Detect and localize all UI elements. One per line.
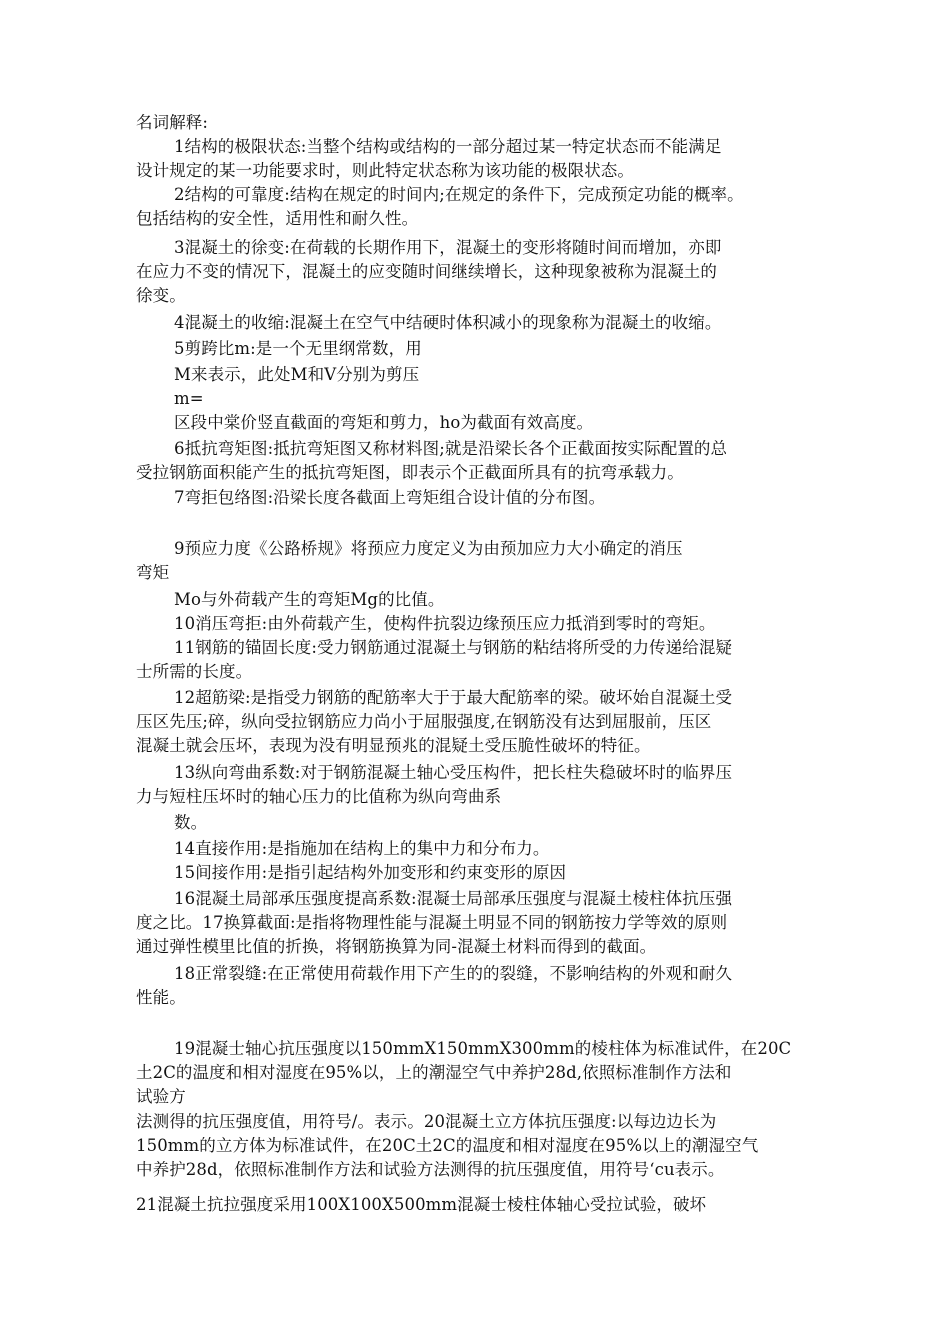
- text-line: 弯矩: [136, 563, 170, 582]
- text-line: 2结构的可靠度:结构在规定的时间内;在规定的条件下，完成预定功能的概率。: [174, 185, 744, 204]
- text-line: 5剪跨比m:是一个无里纲常数，用: [174, 339, 422, 358]
- text-line: 法测得的抗压强度值，用符号/。表示。20混凝土立方体抗压强度:以每边边长为: [136, 1112, 717, 1131]
- text-line: 18正常裂缝:在正常使用荷载作用下产生的的裂缝，不影响结构的外观和耐久: [174, 964, 733, 983]
- text-line: 10消压弯拒:由外荷载产生，使构件抗裂边缘预压应力抵消到零时的弯矩。: [174, 614, 716, 633]
- text-line: 数。: [174, 813, 208, 832]
- text-line: 14直接作用:是指施加在结构上的集中力和分布力。: [174, 839, 550, 858]
- text-line: 6抵抗弯矩图:抵抗弯矩图又称材料图;就是沿梁长各个正截面按实际配置的总: [174, 439, 728, 458]
- text-line: 9预应力度《公路桥规》将预应力度定义为由预加应力大小确定的消压: [174, 539, 683, 558]
- text-line: 12超筋梁:是指受力钢筋的配筋率大于于最大配筋率的梁。破坏始自混凝土受: [174, 688, 733, 707]
- text-line: 混凝土就会压坏，表现为没有明显预兆的混疑土受压脆性破坏的特征。: [136, 736, 651, 755]
- text-line: 士所需的长度。: [136, 662, 253, 681]
- document-heading: 名词解释:: [136, 113, 209, 132]
- text-line: 度之比。17换算截面:是指将物理性能与混凝土明显不同的钢筋按力学等效的原则: [136, 913, 728, 932]
- text-line: 区段中棠价竖直截面的弯矩和剪力，ho为截面有效高度。: [174, 413, 594, 432]
- text-line: 设计规定的某一功能要求时，则此特定状态称为该功能的极限状态。: [136, 161, 634, 180]
- text-line: 包括结构的安全性，适用性和耐久性。: [136, 209, 419, 228]
- text-line: 性能。: [136, 988, 186, 1007]
- text-line: 7弯拒包络图:沿梁长度各截面上弯矩组合设计值的分布图。: [174, 488, 606, 507]
- text-line: 土2C的温度和相对湿度在95%以，上的潮湿空气中养护28d,依照标准制作方法和: [136, 1063, 732, 1082]
- text-line: Mo与外荷载产生的弯矩Mg的比值。: [174, 590, 445, 609]
- text-line: 11钢筋的锚固长度:受力钢筋通过混凝土与钢筋的粘结将所受的力传递给混疑: [174, 638, 733, 657]
- text-line: 1结构的极限状态:当整个结构或结构的一部分超过某一特定状态而不能满足: [174, 137, 722, 156]
- text-line: 中养护28d，依照标准制作方法和试验方法测得的抗压强度值，用符号‘cu表示。: [136, 1160, 725, 1179]
- text-line: 受拉钢筋面积能产生的抵抗弯矩图，即表示个正截面所具有的抗弯承载力。: [136, 463, 684, 482]
- text-line: m=: [174, 389, 204, 408]
- text-line: 19混凝士轴心抗压强度以150mmX150mmX300mm的棱柱体为标准试件，在20C: [174, 1039, 792, 1058]
- text-line: 15间接作用:是指引起结构外加变形和约束变形的原因: [174, 863, 567, 882]
- text-line: 4混凝土的收缩:混凝土在空气中结硬时体积减小的现象称为混凝土的收缩。: [174, 313, 722, 332]
- text-line: 150mm的立方体为标准试件，在20C土2C的温度和相对湿度在95%以上的潮湿空气: [136, 1136, 759, 1155]
- text-line: 压区先压;碎，纵向受拉钢筋应力尚小于屈服强度,在钢筋没有达到屈服前，压区: [136, 712, 712, 731]
- text-line: 试验方: [136, 1087, 186, 1106]
- text-line: 徐变。: [136, 286, 186, 305]
- text-line: 21混凝土抗拉强度采用100X100X500mm混凝士棱柱体轴心受拉试验，破坏: [136, 1195, 707, 1214]
- text-line: 力与短柱压坏时的轴心压力的比值称为纵向弯曲系: [136, 787, 502, 806]
- text-line: 3混凝土的徐变:在荷载的长期作用下，混凝土的变形将随时间而增加，亦即: [174, 238, 722, 257]
- text-line: M来表示，此处M和V分别为剪压: [174, 365, 420, 384]
- text-line: 16混凝土局部承压强度提高系数:混凝士局部承压强度与混凝土棱柱体抗压强: [174, 889, 733, 908]
- text-line: 在应力不变的情况下，混凝土的应变随时间继续增长，这种现象被称为混凝土的: [136, 262, 717, 281]
- text-line: 通过弹性模里比值的折换，将钢筋换算为同-混凝土材料而得到的截面。: [136, 937, 657, 956]
- text-line: 13纵向弯曲系数:对于钢筋混凝土轴心受压构件，把长柱失稳破坏时的临界压: [174, 763, 733, 782]
